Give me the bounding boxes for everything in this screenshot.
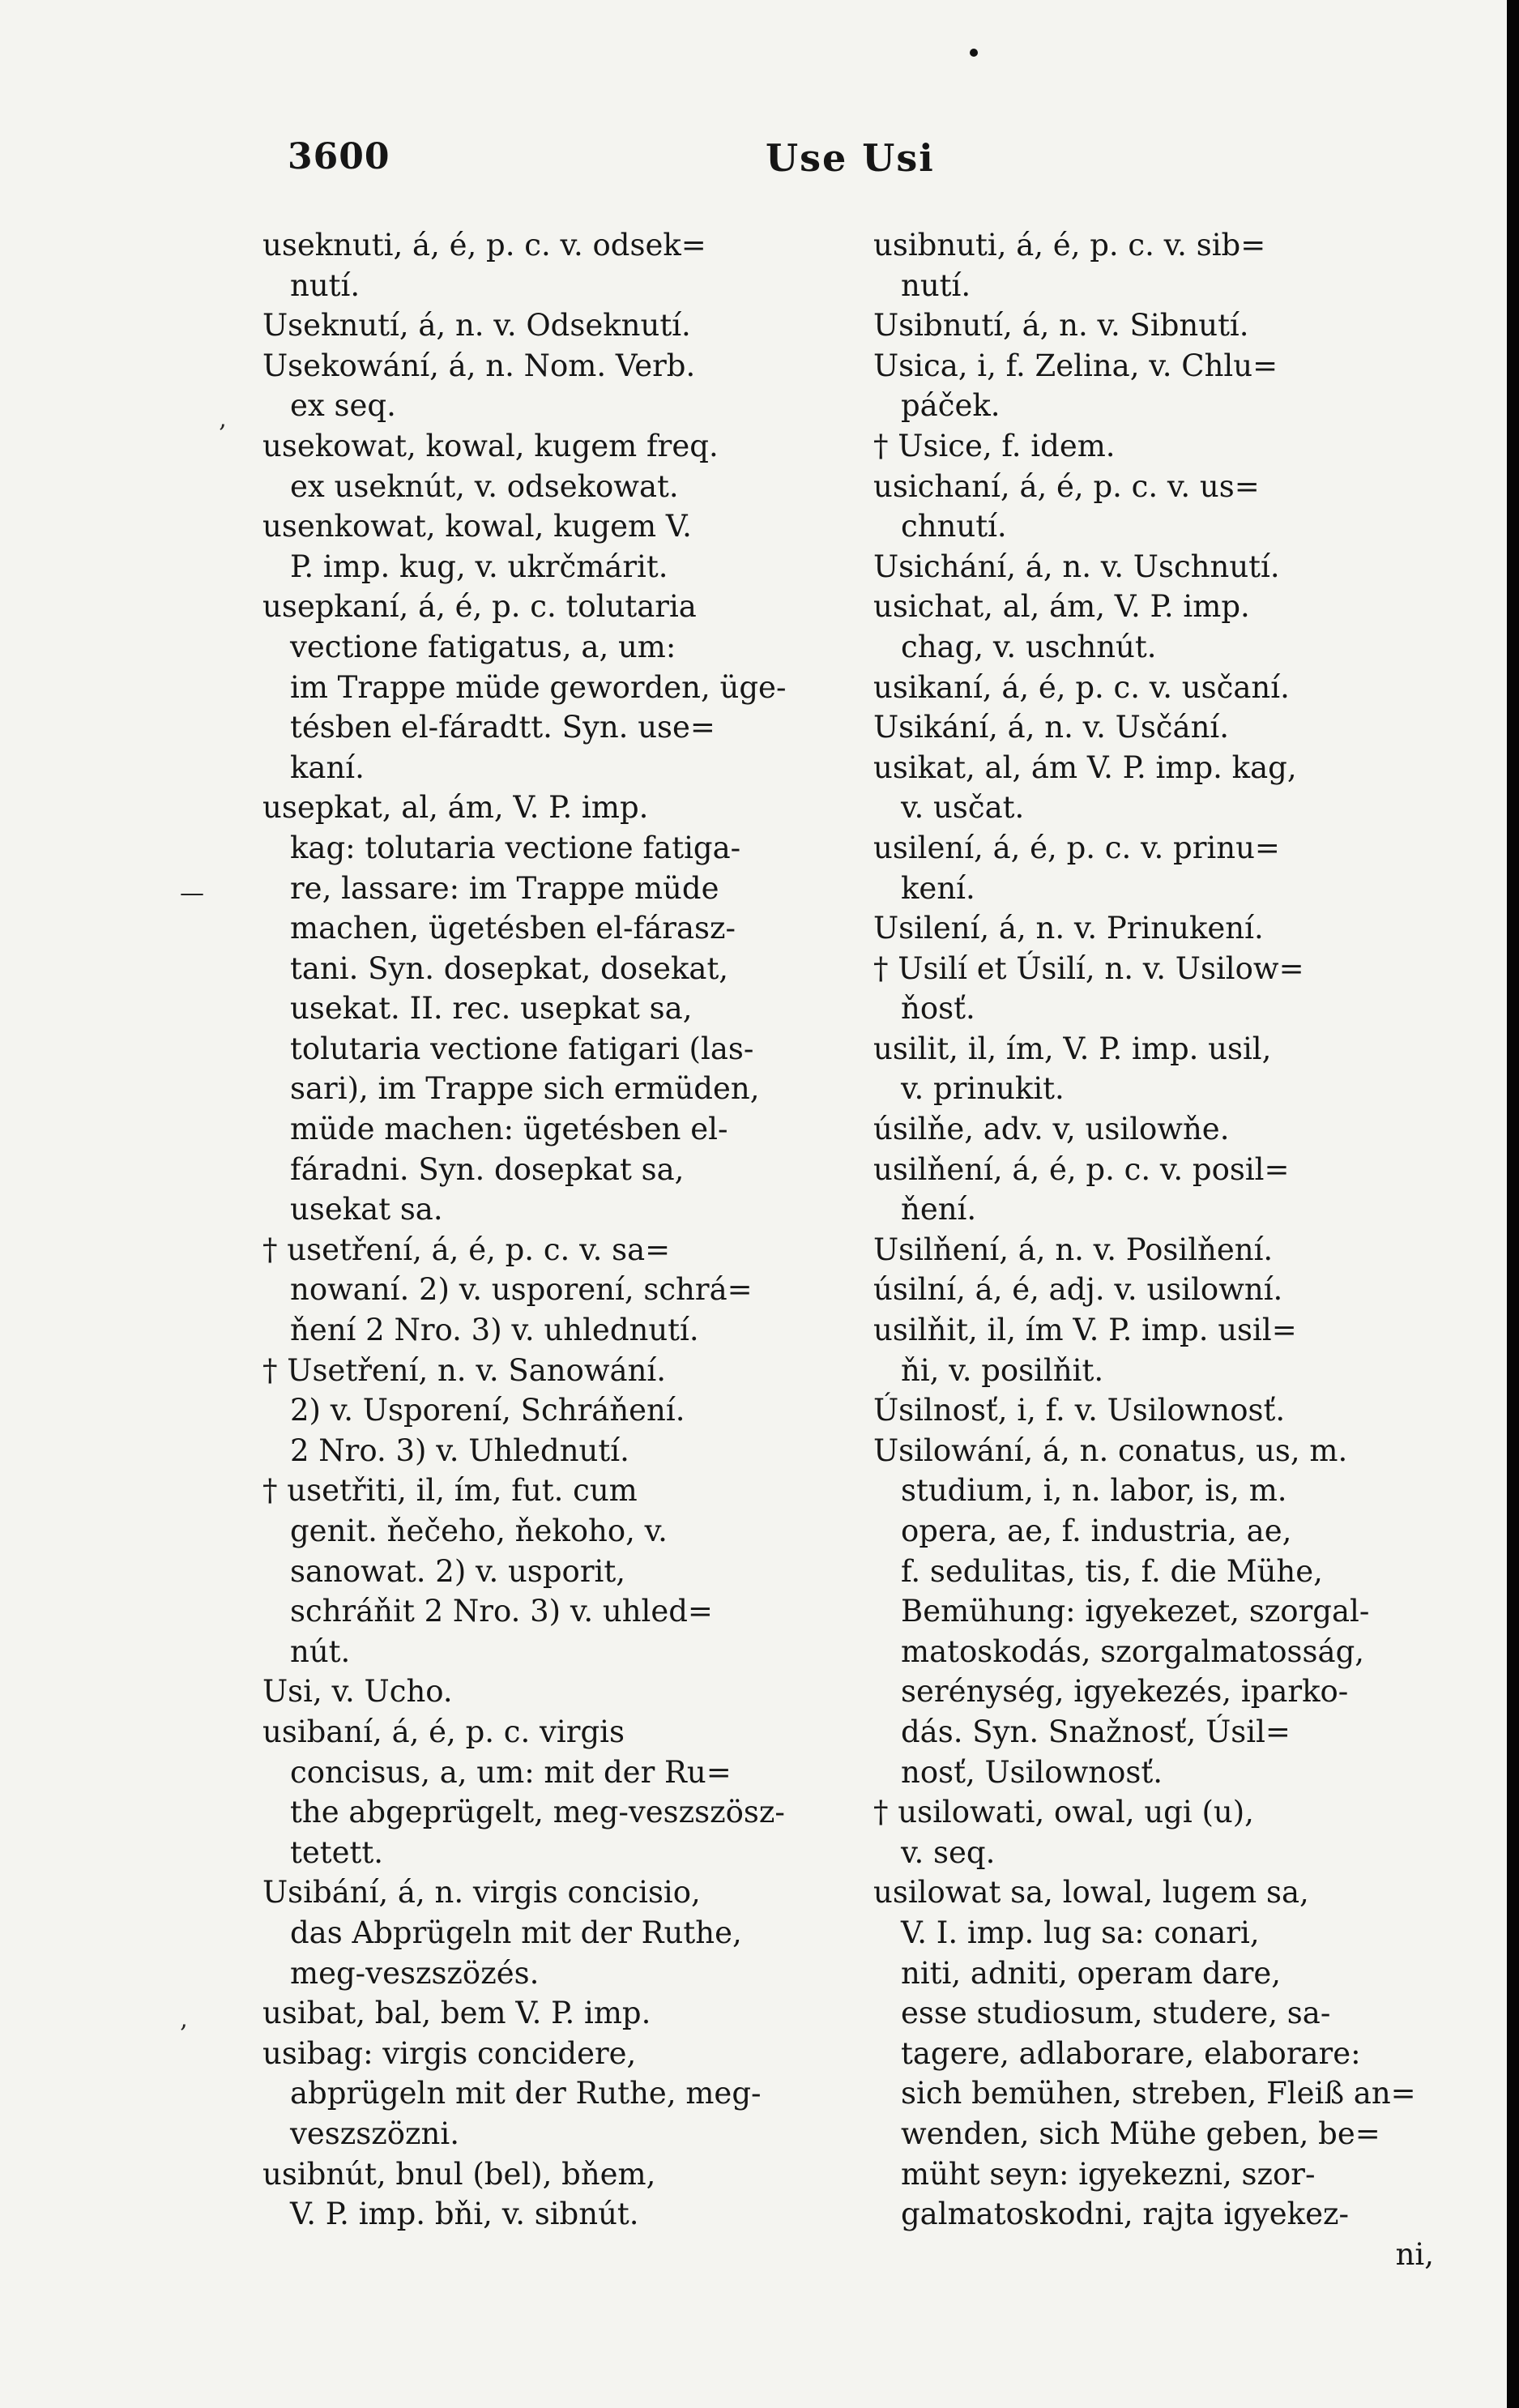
entry-line: müht seyn: igyekezni, szor- xyxy=(901,2156,1316,2192)
entry-line: v. usčat. xyxy=(901,790,1025,826)
margin-mark: ‚ xyxy=(219,405,227,433)
entry-line: opera, ae, f. industria, ae, xyxy=(901,1514,1292,1548)
entry-line: usikat, al, ám V. P. imp. kag, xyxy=(873,749,1297,785)
entry-line: † Usetření, n. v. Sanowání. xyxy=(262,1352,667,1388)
entry-line: † usetřiti, il, ím, fut. cum xyxy=(262,1473,638,1509)
entry-line: usekowat, kowal, kugem freq. xyxy=(262,428,719,463)
entry-line: nowaní. 2) v. usporení, schrá= xyxy=(290,1272,753,1308)
entry-line: usibaní, á, é, p. c. virgis xyxy=(262,1714,625,1749)
entry-line: ex seq. xyxy=(290,388,396,424)
entry-line: veszszözni. xyxy=(290,2116,459,2151)
entry-line: usepkaní, á, é, p. c. tolutaria xyxy=(262,589,697,625)
entry-line: ňi, v. posilňit. xyxy=(901,1352,1104,1388)
entry-line: Usibnutí, á, n. v. Sibnutí. xyxy=(873,308,1249,344)
entry-line: Bemühung: igyekezet, szorgal- xyxy=(901,1594,1370,1629)
page-header xyxy=(288,136,1434,185)
entry-line: schráňit 2 Nro. 3) v. uhled= xyxy=(290,1594,713,1629)
entry-line: 2 Nro. 3) v. Uhlednutí. xyxy=(290,1432,629,1468)
entry-line: concisus, a, um: mit der Ru= xyxy=(290,1754,732,1790)
right-column xyxy=(867,225,1450,2274)
entry-line: ňosť. xyxy=(901,991,975,1027)
entry-line: usibnuti, á, é, p. c. v. sib= xyxy=(873,228,1266,263)
entry-line: matoskodás, szorgalmatosság, xyxy=(901,1633,1365,1669)
entry-line: machen, ügetésben el-fárasz- xyxy=(290,911,736,946)
entry-line: chag, v. uschnút. xyxy=(901,629,1157,664)
entry-line: studium, i, n. labor, is, m. xyxy=(901,1473,1287,1509)
entry-line: nút. xyxy=(290,1633,351,1669)
left-column xyxy=(256,225,839,2235)
entry-line: v. seq. xyxy=(901,1834,996,1870)
entry-line: tetett. xyxy=(290,1834,384,1870)
entry-line: esse studiosum, studere, sa- xyxy=(901,1996,1331,2031)
entry-line: sari), im Trappe sich ermüden, xyxy=(290,1071,760,1107)
entry-line: usilňit, il, ím V. P. imp. usil= xyxy=(873,1313,1297,1348)
entry-line: f. sedulitas, tis, f. die Mühe, xyxy=(901,1553,1323,1589)
entry-line: müde machen: ügetésben el- xyxy=(290,1112,728,1147)
entry-line: tagere, adlaborare, elaborare: xyxy=(901,2035,1361,2071)
entry-line: nutí. xyxy=(290,267,361,303)
entry-line: dás. Syn. Snažnosť, Úsil= xyxy=(901,1714,1291,1749)
entry-line: usichat, al, ám, V. P. imp. xyxy=(873,589,1250,625)
page-number: 3600 xyxy=(288,136,390,177)
entry-line: genit. ňečeho, ňekoho, v. xyxy=(290,1514,668,1548)
entry-line: abprügeln mit der Ruthe, meg- xyxy=(290,2076,762,2111)
entry-line: fáradni. Syn. dosepkat sa, xyxy=(290,1151,685,1187)
entry-line: im Trappe müde geworden, üge- xyxy=(290,669,787,705)
entry-line: vectione fatigatus, a, um: xyxy=(290,629,676,664)
entry-line: wenden, sich Mühe geben, be= xyxy=(901,2116,1380,2151)
entry-line: Usilňení, á, n. v. Posilňení. xyxy=(873,1232,1274,1267)
entry-line: galmatoskodni, rajta igyekez- xyxy=(901,2197,1349,2232)
entry-line: P. imp. kug, v. ukrčmárit. xyxy=(290,549,668,584)
entry-line: sich bemühen, streben, Fleiß an= xyxy=(901,2076,1416,2111)
entry-line: kag: tolutaria vectione fatiga- xyxy=(290,830,741,865)
entry-line: tolutaria vectione fatigari (las- xyxy=(290,1031,754,1066)
entry-line: das Abprügeln mit der Ruthe, xyxy=(290,1915,742,1950)
entry-line: úsilňe, adv. v, usilowňe. xyxy=(873,1112,1230,1147)
entry-line: tésben el-fáradtt. Syn. use= xyxy=(290,710,715,745)
entry-line: usepkat, al, ám, V. P. imp. xyxy=(262,790,649,826)
entry-line: Úsilnosť, i, f. v. Usilownosť. xyxy=(873,1393,1286,1428)
entry-line: kení. xyxy=(901,870,975,906)
entry-line: † usilowati, owal, ugi (u), xyxy=(873,1795,1254,1830)
entry-line: úsilní, á, é, adj. v. usilowní. xyxy=(873,1272,1283,1308)
entry-line: Usica, i, f. Zelina, v. Chlu= xyxy=(873,348,1278,383)
ink-dot xyxy=(970,49,978,57)
entry-line: usekat. II. rec. usepkat sa, xyxy=(290,991,693,1027)
entry-line: Useknutí, á, n. v. Odseknutí. xyxy=(262,308,691,344)
entry-line: useknuti, á, é, p. c. v. odsek= xyxy=(262,228,706,263)
entry-line: V. I. imp. lug sa: conari, xyxy=(901,1915,1260,1950)
entry-line: V. P. imp. bňi, v. sibnút. xyxy=(290,2197,639,2232)
entry-line: usibat, bal, bem V. P. imp. xyxy=(262,1996,651,2031)
margin-mark: ‚ xyxy=(180,2005,188,2034)
entry-line: usibag: virgis concidere, xyxy=(262,2035,637,2071)
entry-line: the abgeprügelt, meg-veszszösz- xyxy=(290,1795,785,1830)
margin-mark: — xyxy=(180,879,204,907)
entry-line: Usilení, á, n. v. Prinukení. xyxy=(873,911,1264,946)
entry-line: kaní. xyxy=(290,749,365,785)
entry-line: 2) v. Usporení, Schráňení. xyxy=(290,1393,685,1428)
entry-line: ňení. xyxy=(901,1192,977,1227)
entry-line: serénység, igyekezés, iparko- xyxy=(901,1674,1349,1710)
entry-line: Usekowání, á, n. Nom. Verb. xyxy=(262,348,696,383)
entry-line: chnutí. xyxy=(901,509,1007,544)
entry-line: Usilowání, á, n. conatus, us, m. xyxy=(873,1432,1348,1468)
entry-line: usikaní, á, é, p. c. v. usčaní. xyxy=(873,669,1290,705)
entry-line: usichaní, á, é, p. c. v. us= xyxy=(873,468,1260,504)
entry-line: sanowat. 2) v. usporit, xyxy=(290,1553,625,1589)
entry-line: usilení, á, é, p. c. v. prinu= xyxy=(873,830,1280,865)
entry-line: usilňení, á, é, p. c. v. posil= xyxy=(873,1151,1290,1187)
entry-line: re, lassare: im Trappe müde xyxy=(290,870,719,906)
running-head: Use Usi xyxy=(766,136,935,180)
entry-line: † Usice, f. idem. xyxy=(873,428,1116,463)
entry-line: páček. xyxy=(901,388,1001,424)
entry-line: tani. Syn. dosepkat, dosekat, xyxy=(290,950,729,986)
entry-line: ňení 2 Nro. 3) v. uhlednutí. xyxy=(290,1313,699,1348)
entry-line: usekat sa. xyxy=(290,1192,443,1227)
entry-line: ni, xyxy=(1395,2236,1434,2272)
entry-line: usenkowat, kowal, kugem V. xyxy=(262,509,692,544)
entry-line: meg-veszszözés. xyxy=(290,1955,540,1991)
entry-line: Usi, v. Ucho. xyxy=(262,1674,453,1710)
scan-edge xyxy=(1507,0,1519,2408)
entry-line: † Usilí et Úsilí, n. v. Usilow= xyxy=(873,950,1304,986)
entry-line: ex useknút, v. odsekowat. xyxy=(290,468,679,504)
entry-line: † usetření, á, é, p. c. v. sa= xyxy=(262,1232,671,1267)
entry-line: nutí. xyxy=(901,267,971,303)
entry-line: v. prinukit. xyxy=(901,1071,1065,1107)
entry-line: usilit, il, ím, V. P. imp. usil, xyxy=(873,1031,1272,1066)
entry-line: usibnút, bnul (bel), bňem, xyxy=(262,2156,656,2192)
entry-line: niti, adniti, operam dare, xyxy=(901,1955,1282,1991)
entry-line: nosť, Usilownosť. xyxy=(901,1754,1163,1790)
entry-line: Usikání, á, n. v. Usčání. xyxy=(873,710,1230,745)
entry-line: Usichání, á, n. v. Uschnutí. xyxy=(873,549,1280,584)
entry-line: Usibání, á, n. virgis concisio, xyxy=(262,1875,701,1911)
entry-line: usilowat sa, lowal, lugem sa, xyxy=(873,1875,1309,1911)
